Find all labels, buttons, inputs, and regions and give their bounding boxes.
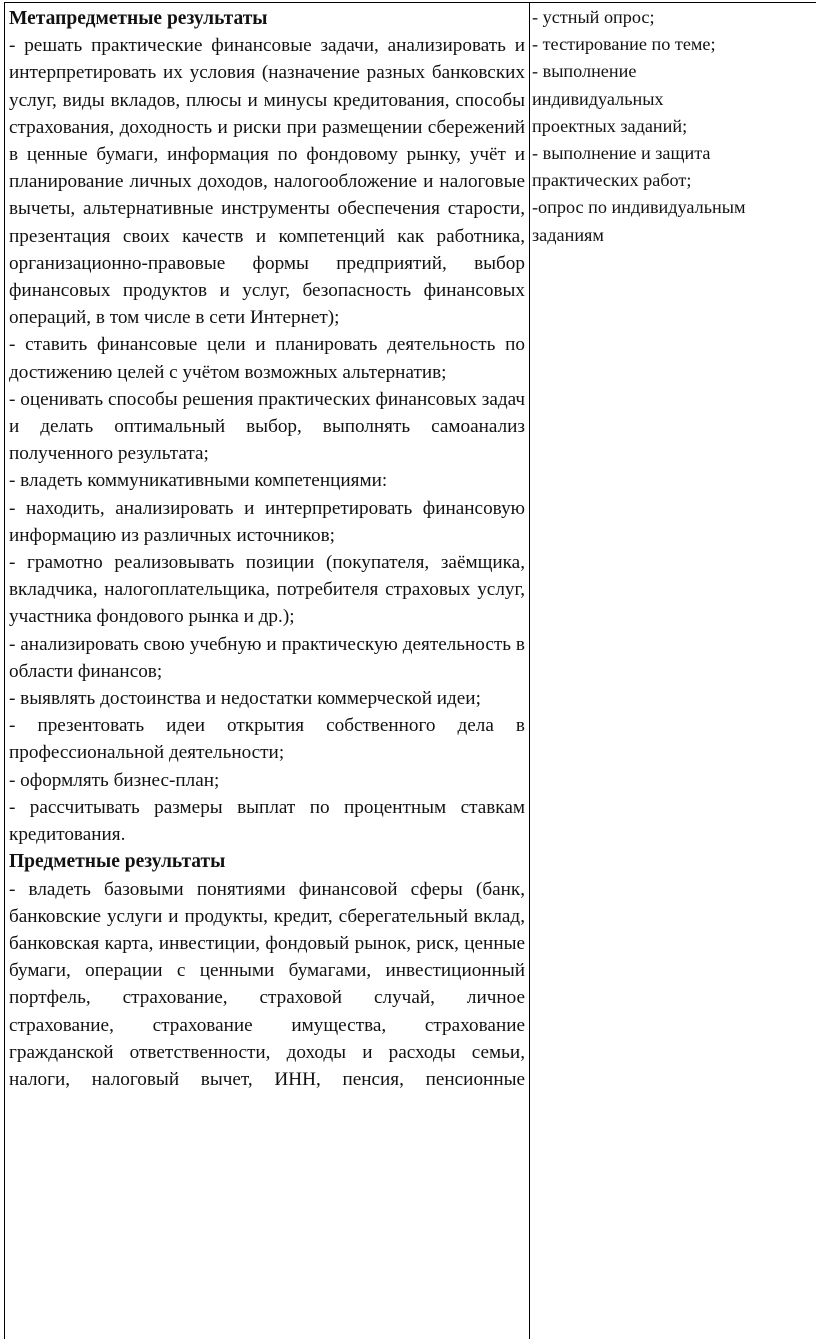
assessment-line: практических работ; — [532, 170, 692, 191]
assessment-line: индивидуальных — [532, 88, 664, 109]
results-cell — [5, 3, 530, 1340]
subject-results-heading: Предметные результаты — [9, 851, 226, 873]
meta-item: - анализировать свою учебную и практическую деятельность в области финансов; — [9, 633, 525, 682]
assessment-line: -опрос по индивидуальным — [532, 197, 746, 218]
results-table — [4, 2, 816, 1339]
results-content — [5, 3, 525, 1093]
assessment-list — [530, 3, 816, 249]
assessment-line: - выполнение и защита — [532, 143, 711, 164]
meta-item: - оформлять бизнес-план; — [9, 769, 220, 791]
meta-results-heading: Метапредметные результаты — [9, 8, 268, 29]
assessment-line: проектных заданий; — [532, 115, 688, 136]
meta-item: - решать практические финансовые задачи, анализировать и интерпретировать их условия (назначение разных банковских услуг, виды вкладов, плюсы и минусы кредитования, способы страхования, доходность и риски при размещении сбережений в ценные бумаги, информация по фондовому рынку, учёт и планирование личных доходов, налогообложение и налоговые вычеты, альтернативные инструменты обеспечения старости, презентация своих качеств и компетенций как работника, организационно-правовые формы предприятий, выбор финансовых продуктов и услуг, безопасность финансовых операций, в том числе в сети Интернет); — [9, 35, 525, 329]
assessment-line: заданиям — [532, 224, 604, 245]
meta-item: - находить, анализировать и интерпретировать финансовую информацию из различных источников; — [9, 497, 525, 546]
table-row — [5, 3, 816, 1340]
meta-item: - презентовать идеи открытия собственного дела в профессиональной деятельности; — [9, 715, 525, 764]
assessment-line: - устный опрос; — [532, 7, 655, 27]
assessment-line: - выполнение — [532, 61, 637, 82]
meta-item: - рассчитывать размеры выплат по процентным ставкам кредитования. — [9, 796, 525, 846]
meta-item: - грамотно реализовывать позиции (покупателя, заёмщика, вкладчика, налогоплательщика, потребителя страховых услуг, участника фондового рынка и др.); — [9, 552, 525, 628]
meta-item: - владеть коммуникативными компетенциями: — [9, 470, 388, 492]
meta-item: - оценивать способы решения практических финансовых задач и делать оптимальный выбор, выполнять самоанализ полученного результата; — [9, 388, 525, 465]
meta-item: - ставить финансовые цели и планировать деятельность по достижению целей с учётом возможных альтернатив; — [9, 334, 525, 383]
assessment-cell — [530, 3, 816, 1340]
assessment-line: - тестирование по теме; — [532, 34, 716, 55]
meta-item: - выявлять достоинства и недостатки коммерческой идеи; — [9, 688, 481, 710]
subject-item: - владеть базовыми понятиями финансовой сферы (банк, банковские услуги и продукты, кредит, сберегательный вклад, банковская карта, инвестиции, фондовый рынок, риск, ценные бумаги, операции с ценными бумагами, инвестиционный портфель, страхование, страховой случай, личное страхование, страхование имущества, страхование гражданской ответственности, доходы и расходы семьи, налоги, налоговый вычет, ИНН, пенсия, пенсионные — [9, 878, 525, 1090]
